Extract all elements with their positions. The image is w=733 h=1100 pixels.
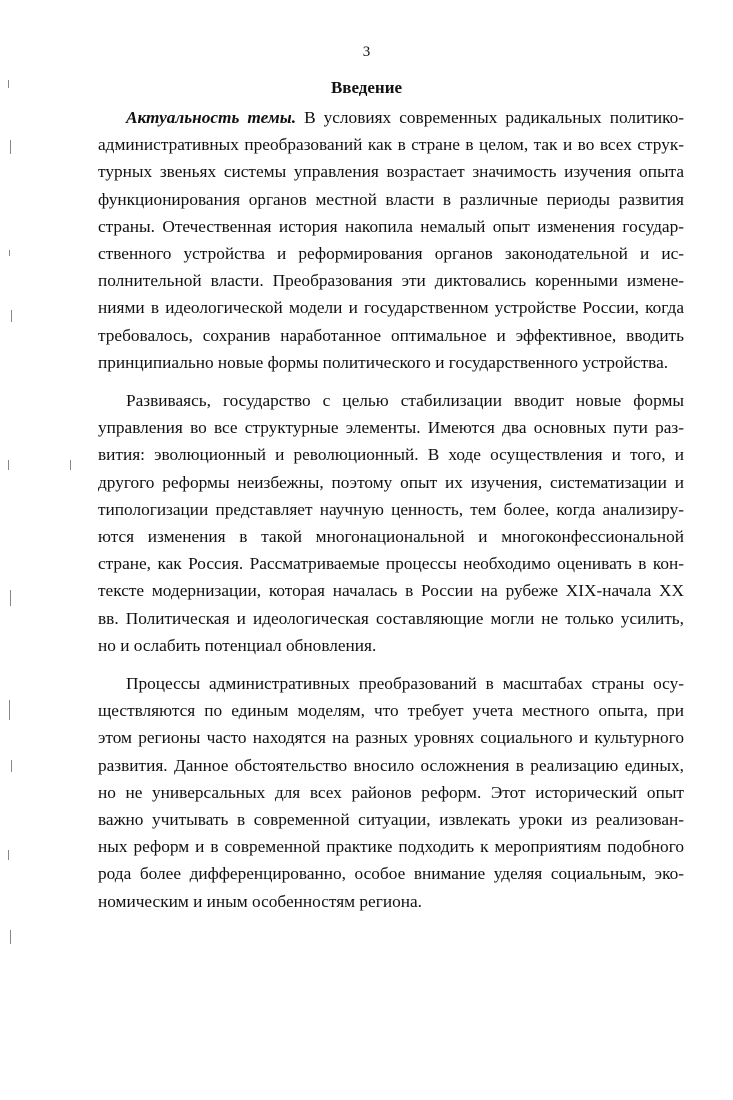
- paragraph-1: [98, 104, 684, 376]
- paragraph-line: страны. Отечественная история накопила немалый опыт изменения государ-: [98, 216, 684, 236]
- paragraph-line: стране, как Россия. Рассматриваемые процессы необходимо оценивать в кон-: [98, 554, 684, 574]
- paragraph-line: рода более дифференцированно, особое внимание уделяя социальным, эко-: [98, 864, 684, 884]
- paragraph-line: этом регионы часто находятся на разных уровнях социального и культурного: [98, 728, 684, 748]
- paragraph-line: ществляются по единым моделям, что требует учета местного опыта, при: [98, 701, 684, 721]
- paragraph-line: турных звеньях системы управления возрастает значимость изучения опыта: [98, 162, 684, 182]
- paragraph-line: но не универсальных для всех районов реформ. Этот исторический опыт: [98, 782, 684, 802]
- paragraph-line: требовалось, сохранив наработанное оптимальное и эффективное, вводить: [98, 325, 684, 345]
- paragraph-line: вития: эволюционный и революционный. В ходе осуществления и того, и: [98, 445, 684, 465]
- scan-speck: [10, 590, 11, 606]
- scan-speck: [10, 140, 11, 154]
- paragraph-line: ных реформ и в современной практике подходить к мероприятиям подобного: [98, 837, 684, 857]
- page-number: 3: [362, 44, 371, 60]
- paragraph-line: функционирования органов местной власти в различные периоды развития: [98, 189, 684, 209]
- paragraph-line: Развиваясь, государство с целью стабилизации вводит новые формы: [126, 391, 684, 411]
- scan-speck: [11, 310, 12, 322]
- paragraph-line: тексте модернизации, которая началась в России на рубеже XIX-начала XX: [98, 581, 684, 601]
- paragraph-line: ются изменения в такой многонациональной и многоконфессиональной: [98, 527, 684, 547]
- paragraph-line: важно учитывать в современной ситуации, извлекать уроки из реализован-: [98, 810, 684, 830]
- scan-speck: [10, 930, 11, 944]
- paragraph-3: [98, 670, 684, 915]
- paragraph-2: [98, 387, 684, 659]
- paragraph-line: управления во все структурные элементы. Имеются два основных пути раз-: [98, 418, 684, 438]
- paragraph-line: принципиально новые формы политического и государственного устройства.: [98, 352, 669, 372]
- paragraph-line: Актуальность темы. В условиях современных радикальных политико-: [126, 108, 684, 127]
- scan-speck: [8, 850, 9, 860]
- paragraph-line: ственного устройства и реформирования органов законодательной и ис-: [98, 244, 684, 264]
- paragraph-line: но и ослабить потенциал обновления.: [98, 635, 377, 655]
- scan-speck: [11, 760, 12, 772]
- paragraph-line: номическим и иным особенностям региона.: [98, 891, 422, 911]
- paragraph-line: другого реформы неизбежны, поэтому опыт их изучения, систематизации и: [98, 472, 684, 492]
- paragraph-line: ниями в идеологической модели и государственном устройстве России, когда: [98, 298, 684, 318]
- scan-speck: [9, 250, 10, 256]
- section-heading: Введение: [330, 78, 403, 97]
- paragraph-line: Процессы административных преобразований в масштабах страны осу-: [126, 674, 684, 694]
- scan-speck: [70, 460, 71, 470]
- paragraph-line: вв. Политическая и идеологическая составляющие могли не только усилить,: [98, 608, 684, 628]
- run-in-heading: Актуальность темы.: [126, 108, 297, 127]
- paragraph-line: административных преобразований как в стране в целом, так и во всех струк-: [98, 135, 684, 155]
- paragraph-line: полнительной власти. Преобразования эти диктовались коренными измене-: [98, 271, 684, 291]
- paragraph-line: развития. Данное обстоятельство вносило осложнения в реализацию единых,: [98, 755, 684, 775]
- scan-speck: [8, 80, 9, 88]
- paragraph-line: типологизации представляет научную ценность, тем более, когда анализиру-: [98, 499, 684, 519]
- document-body: [98, 104, 684, 926]
- scan-speck: [8, 460, 9, 470]
- scan-speck: [9, 700, 10, 720]
